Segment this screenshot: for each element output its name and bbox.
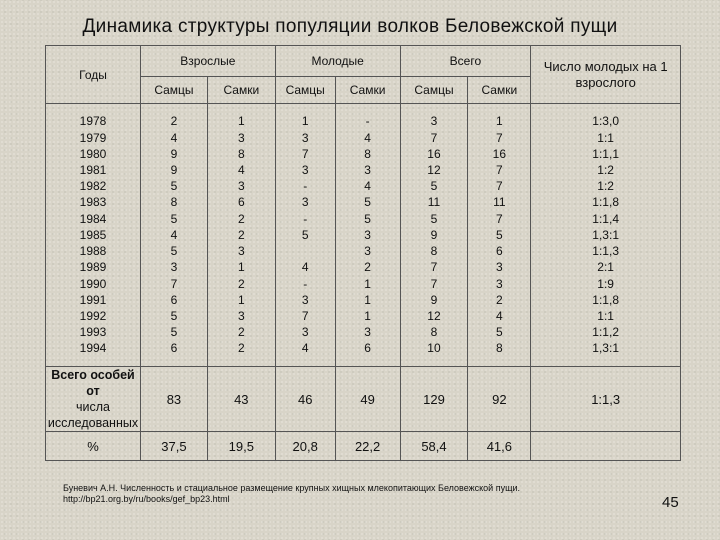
table-cell-value: - — [303, 179, 308, 194]
table-cell-value: 2 — [237, 325, 245, 340]
table-cell-value: 6 — [496, 244, 503, 259]
table-cell-value: 12 — [427, 308, 441, 323]
table-cell-value: 1 — [364, 308, 371, 323]
year-value: 1981 — [79, 163, 107, 178]
pct-ratio-empty — [531, 432, 681, 461]
table-cell-value: 4 — [170, 130, 178, 145]
table-cell-value: 1:2 — [597, 163, 614, 178]
table-cell-value: 3 — [364, 163, 371, 178]
table-cell-value: 3 — [364, 325, 371, 340]
table-cell-value: 1 — [364, 292, 371, 307]
table-cell-value: 2 — [237, 211, 245, 226]
table-cell-value: 1 — [237, 114, 245, 129]
table-cell-value: 3 — [301, 292, 309, 307]
table-cell-value: 5 — [170, 308, 178, 323]
pct-young-females: 22,2 — [335, 432, 400, 461]
total-label-line2: числа — [75, 400, 110, 414]
table-cell-value: 3 — [364, 227, 371, 242]
table-cell-value: 16 — [492, 146, 507, 161]
table-cell-value: 1 — [237, 292, 245, 307]
young-males-cell — [275, 104, 335, 367]
table-cell-value: 1:1,8 — [592, 195, 619, 210]
table-cell-value: 5 — [430, 211, 438, 226]
total-adult-males: 83 — [140, 367, 207, 432]
wolf-population-table — [45, 45, 681, 461]
year-value: 1991 — [79, 292, 107, 307]
table-cell-value: 9 — [170, 163, 178, 178]
total-males-cell — [400, 104, 468, 367]
table-cell-value: 7 — [496, 211, 503, 226]
adult-females-cell — [207, 104, 275, 367]
table-cell-value: 3 — [237, 130, 245, 145]
table-cell-value: 9 — [430, 227, 438, 242]
table-cell-value: 1:2 — [597, 179, 614, 194]
table-cell-value: 3 — [301, 130, 309, 145]
year-value: 1980 — [79, 146, 107, 161]
table-cell-value: 6 — [170, 341, 178, 356]
table-cell-value: 12 — [427, 163, 441, 178]
header-total-females: Самки — [468, 77, 531, 104]
years-cell — [46, 104, 141, 367]
year-value: 1984 — [79, 211, 107, 226]
table-cell-value: 1:9 — [597, 276, 614, 291]
table-cell-value: 2 — [364, 260, 371, 275]
table-cell-value: 9 — [430, 292, 438, 307]
year-value: 1979 — [79, 130, 107, 145]
table-cell-value: 8 — [496, 341, 503, 356]
table-cell-value: 4 — [364, 179, 371, 194]
table-cell-value: 4 — [364, 130, 371, 145]
table-cell-value: 1,3:1 — [592, 341, 619, 356]
table-cell-value: 3 — [301, 325, 309, 340]
table-cell-value: 4 — [496, 308, 503, 323]
table-cell-value: 2 — [237, 276, 245, 291]
table-cell-value: 7 — [496, 163, 503, 178]
table-cell-value: 5 — [301, 227, 309, 242]
table-cell-value: 5 — [170, 325, 178, 340]
year-value: 1982 — [79, 179, 107, 194]
table-cell-value: 1:1,4 — [592, 211, 619, 226]
header-adult-males: Самцы — [140, 77, 207, 104]
table-cell-value: 1 — [301, 114, 309, 129]
total-females-cell — [468, 104, 531, 367]
table-cell-value: 2 — [170, 114, 178, 129]
table-cell-value: 7 — [430, 130, 438, 145]
year-value: 1990 — [79, 276, 107, 291]
slide-title: Динамика структуры популяции волков Беловежской пущи — [82, 16, 618, 37]
total-young-females: 49 — [335, 367, 400, 432]
table-cell-value: 5 — [170, 179, 178, 194]
table-cell-value: 8 — [430, 325, 438, 340]
table-cell-value: 4 — [301, 341, 309, 356]
total-all-females: 92 — [468, 367, 531, 432]
pct-adult-males: 37,5 — [140, 432, 207, 461]
table-cell-value: 8 — [237, 146, 245, 161]
table-cell-value: 1 — [237, 260, 245, 275]
year-value: 1989 — [79, 260, 107, 275]
table-cell-value: 8 — [170, 195, 178, 210]
source-citation: Буневич А.Н. Численность и стациальное размещение крупных хищных млекопитающих Беловежской пущи. http://bp21.org.by/ru/books/gef_bp23.html — [63, 483, 521, 504]
table-cell-value: 1:1,3 — [592, 244, 619, 259]
table-cell-value: 1 — [496, 114, 503, 129]
table-cell-value: 5 — [496, 227, 503, 242]
pct-young-males: 20,8 — [275, 432, 335, 461]
table-cell-value: 3 — [237, 179, 245, 194]
table-cell-value: 3 — [364, 244, 371, 259]
table-cell-value: - — [303, 276, 308, 291]
table-cell-value: 3 — [301, 195, 309, 210]
adult-males-cell — [140, 104, 207, 367]
table-cell-value: 2 — [237, 227, 245, 242]
header-years: Годы — [46, 46, 141, 104]
page-number: 45 — [662, 494, 679, 511]
table-cell-value: 11 — [427, 195, 441, 210]
table-cell-value: 3 — [237, 244, 245, 259]
table-cell-value: 5 — [430, 179, 438, 194]
year-value: 1992 — [79, 308, 107, 323]
total-label-line1: Всего особей от — [51, 368, 135, 398]
table-cell-value: 5 — [496, 325, 503, 340]
table-cell-value: 5 — [170, 244, 178, 259]
table-cell-value: 2:1 — [597, 260, 614, 275]
header-adult-females: Самки — [207, 77, 275, 104]
table-cell-value: 8 — [430, 244, 438, 259]
table-cell-value: 3 — [496, 276, 503, 291]
table-cell-value: 11 — [493, 195, 506, 210]
table-cell-value: 3 — [170, 260, 178, 275]
year-value: 1985 — [79, 227, 107, 242]
pct-label: % — [46, 432, 141, 461]
table-cell-value: 3 — [496, 260, 503, 275]
table-cell-value: - — [365, 114, 370, 129]
table-cell-value: 5 — [364, 195, 371, 210]
header-young: Молодые — [275, 46, 400, 77]
table-cell-value: 1:1,2 — [592, 325, 619, 340]
table-cell-value: 7 — [301, 146, 309, 161]
table-cell-value: 8 — [364, 146, 371, 161]
table-cell-value: 1:1,1 — [592, 146, 619, 161]
header-ratio: Число молодых на 1 взрослого — [531, 46, 681, 104]
table-cell-value: 6 — [170, 292, 178, 307]
table-cell-value — [304, 243, 307, 259]
header-adults: Взрослые — [140, 46, 275, 77]
pct-all-males: 58,4 — [400, 432, 468, 461]
table-cell-value: 3 — [430, 114, 438, 129]
total-row-label — [46, 367, 141, 432]
total-adult-females: 43 — [207, 367, 275, 432]
header-total: Всего — [400, 46, 531, 77]
table-cell-value: 4 — [301, 260, 309, 275]
table-cell-value: 1 — [364, 276, 371, 291]
table-cell-value: 1,3:1 — [592, 227, 619, 242]
table-cell-value: 7 — [496, 179, 503, 194]
table-cell-value: 1:1 — [597, 130, 614, 145]
table-cell-value: 2 — [496, 292, 503, 307]
table-cell-value: 7 — [301, 308, 309, 323]
pct-adult-females: 19,5 — [207, 432, 275, 461]
young-females-cell — [335, 104, 400, 367]
table-cell-value: 2 — [237, 341, 245, 356]
table-cell-value: 1:1,8 — [592, 292, 619, 307]
year-value: 1994 — [79, 341, 107, 356]
table-cell-value: - — [303, 211, 308, 226]
table-cell-value: 4 — [237, 163, 245, 178]
table-cell-value: 6 — [237, 195, 245, 210]
year-value: 1988 — [79, 244, 107, 259]
header-young-females: Самки — [335, 77, 400, 104]
table-cell-value: 7 — [170, 276, 178, 291]
ratio-cell — [531, 104, 681, 367]
table-cell-value: 6 — [364, 341, 371, 356]
total-ratio: 1:1,3 — [531, 367, 681, 432]
table-cell-value: 5 — [170, 211, 178, 226]
table-cell-value: 7 — [496, 130, 503, 145]
header-total-males: Самцы — [400, 77, 468, 104]
total-young-males: 46 — [275, 367, 335, 432]
table-cell-value: 4 — [170, 227, 178, 242]
year-value: 1993 — [79, 325, 107, 340]
year-value: 1978 — [79, 114, 107, 129]
total-all-males: 129 — [400, 367, 468, 432]
table-cell-value: 10 — [427, 341, 441, 356]
table-cell-value: 7 — [430, 276, 438, 291]
pct-all-females: 41,6 — [468, 432, 531, 461]
header-young-males: Самцы — [275, 77, 335, 104]
table-cell-value: 5 — [364, 211, 371, 226]
table-cell-value: 1:3,0 — [592, 114, 619, 129]
table-cell-value: 3 — [237, 308, 245, 323]
table-cell-value: 7 — [430, 260, 438, 275]
table-cell-value: 3 — [301, 163, 309, 178]
table-cell-value: 1:1 — [597, 308, 614, 323]
table-cell-value: 9 — [170, 146, 178, 161]
year-value: 1983 — [79, 195, 107, 210]
total-label-line3: исследованных — [47, 416, 139, 430]
table-cell-value: 16 — [427, 146, 441, 161]
